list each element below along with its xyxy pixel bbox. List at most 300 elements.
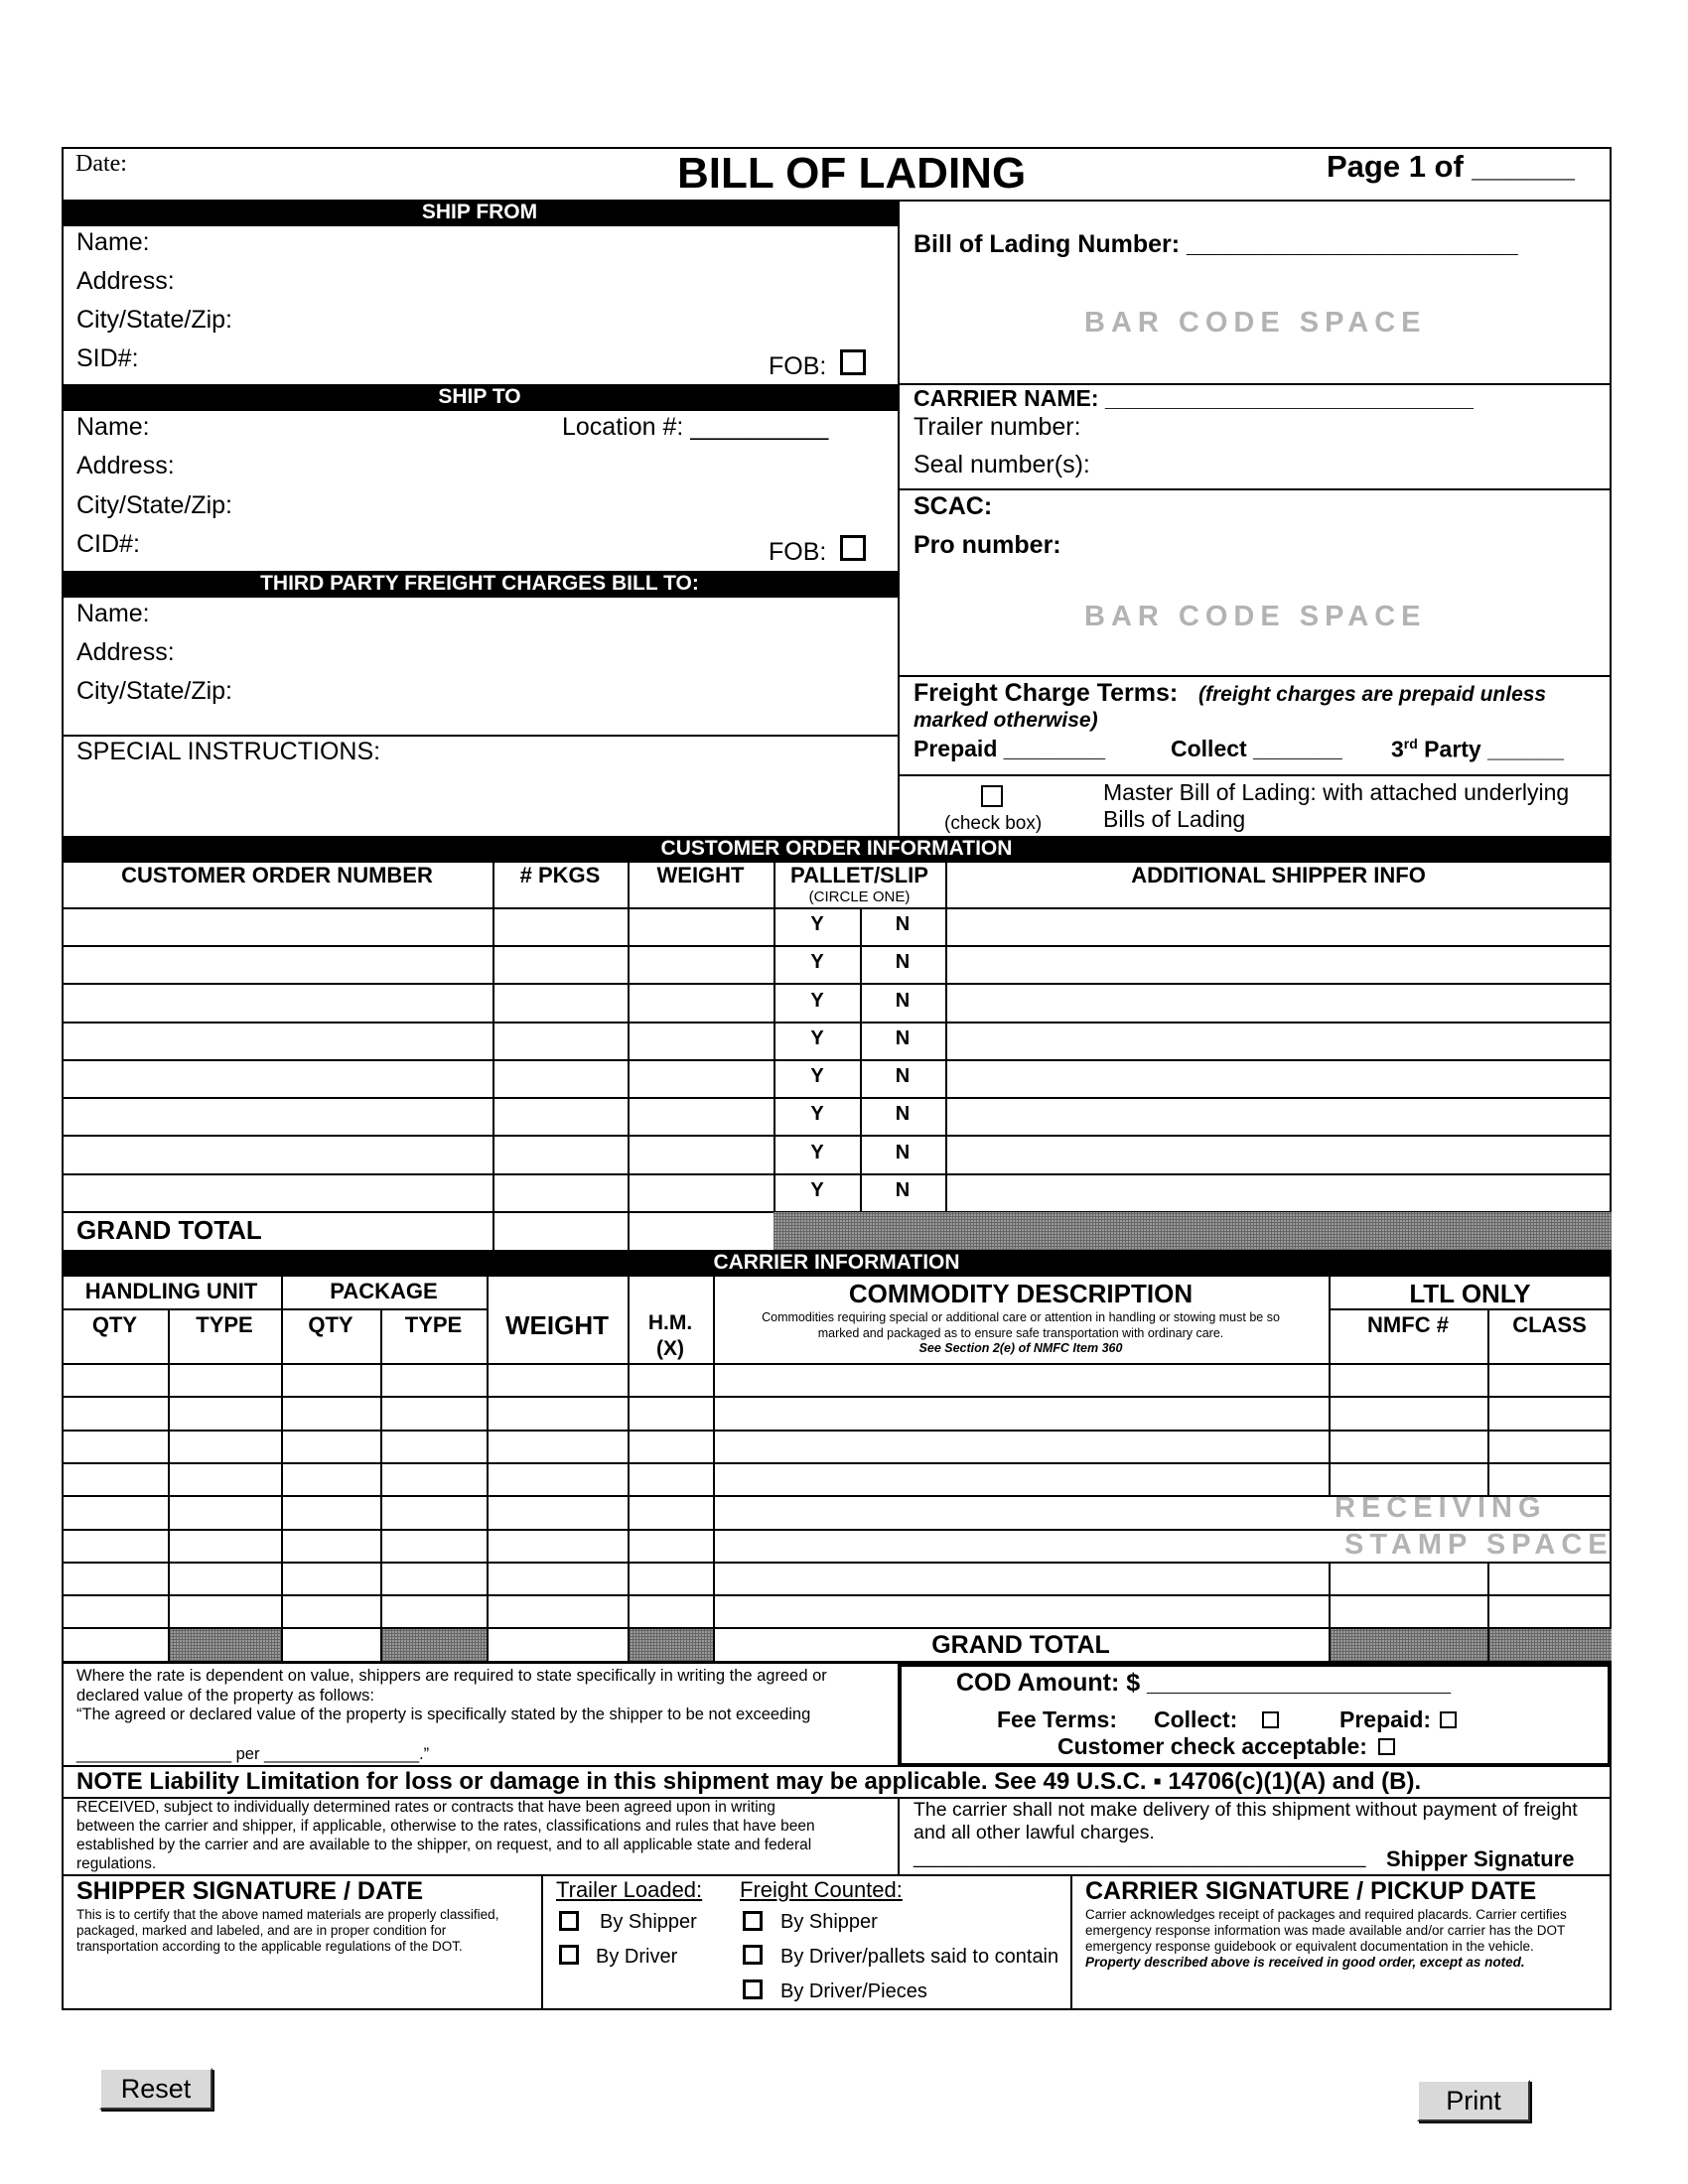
shipper-certification: transportation according to the applicable regulations of the DOT. [76, 1939, 463, 1954]
divider [628, 1495, 630, 1529]
divider [1487, 1396, 1489, 1430]
carrier-nmfc-field[interactable] [1331, 1432, 1486, 1461]
customer-check-label: Customer check acceptable: [1057, 1733, 1367, 1759]
received-text: regulations. [76, 1855, 157, 1872]
carrier-pkg-type-field[interactable] [382, 1564, 486, 1593]
carrier-nmfc-field[interactable] [1331, 1398, 1486, 1429]
divider [628, 1462, 630, 1495]
pallet-slip-yes[interactable]: Y [810, 1027, 824, 1049]
shaded-cell [1489, 1629, 1612, 1661]
divider [713, 1562, 715, 1594]
pallet-slip-yes[interactable]: Y [810, 1065, 824, 1087]
divider [380, 1396, 382, 1430]
carrier-pkg-type-field[interactable] [382, 1464, 486, 1494]
ship-to-address-field[interactable] [184, 452, 879, 485]
carrier-nmfc-field[interactable] [1331, 1464, 1486, 1494]
carrier-hu-qty-field[interactable] [64, 1497, 167, 1528]
weight-field[interactable] [630, 1100, 772, 1134]
carrier-pkg-type-field[interactable] [382, 1365, 486, 1395]
freight-terms-label: Freight Charge Terms: [914, 679, 1179, 707]
divider [1329, 1462, 1331, 1495]
pkgs-field[interactable] [494, 1024, 626, 1058]
ship-to-address-label: Address: [76, 452, 175, 479]
carrier-hm-field[interactable] [630, 1365, 712, 1395]
pkgs-field[interactable] [494, 948, 626, 982]
carrier-signature-field[interactable] [1077, 1974, 1604, 2006]
fee-terms-label: Fee Terms: [997, 1706, 1118, 1732]
carrier-hu-qty-field[interactable] [64, 1398, 167, 1429]
divider [487, 1462, 489, 1495]
carrier-weight-field[interactable] [489, 1629, 627, 1660]
carrier-commodity-description-field[interactable] [715, 1531, 1328, 1561]
shipper-signature-field[interactable] [70, 1961, 536, 2005]
carrier-pkg-qty-field[interactable] [283, 1596, 379, 1626]
customer-order-number-field[interactable] [64, 987, 491, 1021]
third-party-city-label: City/State/Zip: [76, 677, 232, 705]
pallet-slip-yes[interactable]: Y [810, 1142, 824, 1163]
carrier-pkg-type-field[interactable] [382, 1398, 486, 1429]
carrier-weight-field[interactable] [489, 1464, 627, 1494]
master-bol-text-cont: Bills of Lading [1103, 806, 1246, 832]
ship-to-location-label: Location #: __________ [562, 413, 829, 441]
ship-to-header: SHIP TO [62, 384, 898, 411]
ship-from-sid-field[interactable] [149, 344, 745, 378]
carrier-good-order-note: Property described above is received in good order, except as noted. [1085, 1955, 1525, 1970]
divider [713, 1529, 715, 1562]
pallet-slip-yes[interactable]: Y [810, 913, 824, 935]
weight-field[interactable] [630, 987, 772, 1021]
pallet-slip-no[interactable]: N [895, 1027, 911, 1049]
carrier-pkg-type-field[interactable] [382, 1497, 486, 1528]
carrier-class-field[interactable] [1489, 1398, 1611, 1429]
third-party-prefix: 3 [1391, 736, 1404, 762]
special-instructions-field[interactable] [70, 769, 889, 831]
col-pkg-qty: QTY [308, 1312, 353, 1337]
third-party-address-label: Address: [76, 638, 175, 666]
ship-from-address-label: Address: [76, 267, 175, 295]
divider [898, 675, 1611, 677]
carrier-hm-field[interactable] [630, 1432, 712, 1461]
carrier-delivery-text: The carrier shall not make delivery of this shipment without payment of freight [914, 1799, 1578, 1821]
divider [487, 1276, 489, 1363]
pallet-slip-no[interactable]: N [895, 1179, 911, 1201]
pkgs-field[interactable] [494, 1139, 626, 1172]
pallet-slip-no[interactable]: N [895, 990, 911, 1012]
seal-number-field[interactable] [1102, 451, 1589, 484]
divider [168, 1627, 170, 1661]
divider [1329, 1276, 1331, 1363]
divider [628, 1562, 630, 1594]
customer-order-number-field[interactable] [64, 1062, 491, 1096]
fee-collect-checkbox[interactable] [1262, 1711, 1279, 1728]
divider [62, 1059, 1612, 1061]
ship-from-fob-label: FOB: [769, 352, 827, 380]
shaded-cell [170, 1629, 281, 1661]
divider [898, 774, 1611, 776]
carrier-commodity-description-field[interactable] [715, 1464, 1328, 1494]
divider [628, 1396, 630, 1430]
ship-from-header: SHIP FROM [62, 200, 898, 226]
carrier-hu-type-field[interactable] [170, 1531, 280, 1561]
carrier-pkg-qty-field[interactable] [283, 1464, 379, 1494]
master-bol-checkbox[interactable] [981, 785, 1003, 807]
divider [1487, 1562, 1489, 1594]
pallet-slip-yes[interactable]: Y [810, 990, 824, 1012]
divider [168, 1396, 170, 1430]
freight-counted-pallets-label: By Driver/pallets said to contain [780, 1946, 1059, 1968]
shipper-certification: packaged, marked and labeled, and are in proper condition for [76, 1923, 447, 1938]
carrier-hu-type-field[interactable] [170, 1596, 280, 1626]
weight-field[interactable] [630, 1139, 772, 1172]
customer-order-number-field[interactable] [64, 1100, 491, 1134]
shaded-cell [774, 1212, 1612, 1250]
carrier-hu-qty-field[interactable] [64, 1365, 167, 1395]
center-divider [898, 200, 900, 836]
divider [628, 1529, 630, 1562]
carrier-nmfc-field[interactable] [1331, 1564, 1486, 1593]
received-text: RECEIVED, subject to individually determined rates or contracts that have been agreed upon in writing [76, 1799, 775, 1816]
pallet-slip-yes[interactable]: Y [810, 951, 824, 973]
carrier-pkg-qty-field[interactable] [283, 1564, 379, 1593]
freight-counted-shipper-label: By Shipper [780, 1911, 878, 1933]
barcode-space-1: BAR CODE SPACE [1084, 307, 1427, 339]
third-party-name-label: Name: [76, 600, 150, 627]
carrier-hu-qty-field[interactable] [64, 1596, 167, 1626]
freight-counted-pieces-label: By Driver/Pieces [780, 1980, 927, 2002]
divider [628, 1594, 630, 1627]
carrier-pkg-type-field[interactable] [382, 1531, 486, 1561]
fee-prepaid-label: Prepaid: [1339, 1706, 1432, 1732]
divider [168, 1363, 170, 1396]
divider [1487, 1462, 1489, 1495]
divider [1329, 1627, 1331, 1661]
scac-field[interactable] [1003, 492, 1589, 526]
carrier-hm-field[interactable] [630, 1497, 712, 1528]
divider [281, 1396, 283, 1430]
divider [628, 1276, 630, 1363]
divider [281, 1495, 283, 1529]
col-class: CLASS [1512, 1312, 1587, 1337]
carrier-weight-field[interactable] [489, 1398, 627, 1429]
divider [380, 1430, 382, 1462]
special-instructions-label: SPECIAL INSTRUCTIONS: [76, 738, 381, 765]
carrier-hu-qty-field[interactable] [64, 1564, 167, 1593]
divider [62, 1765, 1612, 1767]
cod-amount-field[interactable]: COD Amount: $ ______________________ [956, 1669, 1451, 1697]
carrier-grand-total-label: GRAND TOTAL [931, 1631, 1110, 1659]
freight-third-party-field[interactable] [1391, 736, 1564, 763]
third-party-address-field[interactable] [184, 638, 879, 672]
carrier-hu-qty-field[interactable] [64, 1629, 167, 1660]
ship-from-fob-checkbox[interactable] [840, 349, 866, 375]
ship-to-cid-label: CID#: [76, 530, 140, 558]
additional-shipper-info-field[interactable] [948, 1139, 1609, 1172]
divider [628, 1363, 630, 1396]
carrier-pkg-qty-field[interactable] [283, 1629, 379, 1660]
pallet-slip-no[interactable]: N [895, 913, 911, 935]
carrier-hu-qty-field[interactable] [64, 1531, 167, 1561]
col-pkgs: # PKGS [519, 863, 601, 887]
shipper-signature-title: SHIPPER SIGNATURE / DATE [76, 1877, 424, 1905]
weight-field[interactable] [630, 948, 772, 982]
shipper-signature-label: Shipper Signature [1386, 1846, 1575, 1871]
carrier-pkg-qty-field[interactable] [283, 1398, 379, 1429]
ship-from-name-label: Name: [76, 228, 150, 256]
carrier-hu-type-field[interactable] [170, 1432, 280, 1461]
divider [62, 945, 1612, 947]
divider [1487, 1430, 1489, 1462]
carrier-weight-field[interactable] [489, 1531, 627, 1561]
additional-shipper-info-field[interactable] [948, 1062, 1609, 1096]
freight-counted-pallets-checkbox[interactable] [743, 1945, 763, 1965]
additional-shipper-info-field[interactable] [948, 1024, 1609, 1058]
col-hm: H.M. [647, 1311, 693, 1334]
divider [281, 1562, 283, 1594]
pallet-slip-no[interactable]: N [895, 1065, 911, 1087]
divider [774, 862, 775, 1212]
trailer-loaded-shipper-checkbox[interactable] [559, 1911, 579, 1931]
additional-shipper-info-field[interactable] [948, 1100, 1609, 1134]
divider [898, 200, 1611, 202]
divider [380, 1495, 382, 1529]
divider [62, 1135, 1612, 1137]
carrier-hu-qty-field[interactable] [64, 1432, 167, 1461]
ship-from-address-field[interactable] [184, 267, 879, 301]
carrier-pkg-qty-field[interactable] [283, 1531, 379, 1561]
freight-prepaid-field[interactable]: Prepaid ________ [914, 736, 1106, 761]
carrier-class-field[interactable] [1489, 1464, 1611, 1494]
divider [62, 1097, 1612, 1099]
trailer-loaded-shipper-label: By Shipper [600, 1911, 697, 1933]
carrier-weight-field[interactable] [489, 1432, 627, 1461]
divider [168, 1462, 170, 1495]
reset-button[interactable]: Reset [99, 2068, 212, 2110]
carrier-weight-field[interactable] [489, 1596, 627, 1626]
third-party-header: THIRD PARTY FREIGHT CHARGES BILL TO: [62, 571, 898, 598]
carrier-weight-field[interactable] [489, 1365, 627, 1395]
carrier-hm-field[interactable] [630, 1464, 712, 1494]
pro-number-label: Pro number: [914, 531, 1061, 559]
date-label: Date: [75, 151, 127, 177]
customer-order-number-field[interactable] [64, 1139, 491, 1172]
divider [62, 907, 1612, 909]
pallet-slip-no[interactable]: N [895, 1142, 911, 1163]
divider [487, 1363, 489, 1396]
customer-order-header: CUSTOMER ORDER INFORMATION [62, 836, 1612, 863]
declared-value-field[interactable]: _________________ per _________________.” [76, 1745, 430, 1763]
carrier-class-field[interactable] [1489, 1365, 1611, 1395]
weight-field[interactable] [630, 1024, 772, 1058]
pkgs-field[interactable] [494, 1062, 626, 1096]
customer-order-grand-total-label: GRAND TOTAL [76, 1215, 262, 1245]
col-pkg-type: TYPE [404, 1312, 463, 1337]
carrier-hm-field[interactable] [630, 1596, 712, 1626]
carrier-hm-field[interactable] [630, 1398, 712, 1429]
carrier-hu-type-field[interactable] [170, 1564, 280, 1593]
declared-value-text: declared value of the property as follows: [76, 1687, 374, 1705]
carrier-pkg-qty-field[interactable] [283, 1497, 379, 1528]
print-button[interactable]: Print [1417, 2080, 1530, 2121]
divider [713, 1462, 715, 1495]
commodity-note-cont: marked and packaged as to ensure safe transportation with ordinary care. [817, 1326, 1224, 1340]
carrier-commodity-description-field[interactable] [715, 1398, 1328, 1429]
pkgs-field[interactable] [494, 1100, 626, 1134]
divider [281, 1529, 283, 1562]
ship-from-city-label: City/State/Zip: [76, 306, 232, 334]
third-party-sup: rd [1403, 736, 1418, 751]
freight-counted-pieces-checkbox[interactable] [743, 1979, 763, 1999]
grand-total-weight-field[interactable] [630, 1214, 773, 1249]
weight-field[interactable] [630, 910, 772, 944]
divider [168, 1594, 170, 1627]
ship-from-city-field[interactable] [248, 306, 874, 340]
divider [281, 1462, 283, 1495]
divider [168, 1308, 170, 1363]
declared-value-text: Where the rate is dependent on value, shippers are required to state specifically in writing the agreed or [76, 1667, 827, 1685]
carrier-hu-type-field[interactable] [170, 1365, 280, 1395]
divider [487, 1562, 489, 1594]
date-field[interactable] [149, 149, 626, 197]
divider [62, 735, 898, 737]
pkgs-field[interactable] [494, 1176, 626, 1210]
divider [713, 1430, 715, 1462]
third-party-suffix: Party ______ [1417, 736, 1564, 762]
carrier-hm-field[interactable] [630, 1564, 712, 1593]
commodity-nmfc-reference: See Section 2(e) of NMFC Item 360 [918, 1341, 1123, 1355]
carrier-pkg-type-field[interactable] [382, 1432, 486, 1461]
freight-terms-note: (freight charges are prepaid unless [1198, 683, 1547, 706]
carrier-hm-field[interactable] [630, 1531, 712, 1561]
divider [380, 1308, 382, 1363]
weight-field[interactable] [630, 1176, 772, 1210]
divider [898, 488, 1611, 490]
scac-label: SCAC: [914, 492, 993, 520]
carrier-weight-field[interactable] [489, 1564, 627, 1593]
divider [168, 1430, 170, 1462]
col-commodity-description: COMMODITY DESCRIPTION [848, 1279, 1194, 1308]
divider [487, 1495, 489, 1529]
customer-order-number-field[interactable] [64, 910, 491, 944]
pallet-slip-no[interactable]: N [895, 1103, 911, 1125]
divider [713, 1396, 715, 1430]
divider [1329, 1396, 1331, 1430]
col-nmfc: NMFC # [1367, 1312, 1449, 1337]
divider [281, 1594, 283, 1627]
divider [168, 1495, 170, 1529]
pallet-slip-no[interactable]: N [895, 951, 911, 973]
customer-order-number-field[interactable] [64, 1176, 491, 1210]
divider [628, 1627, 630, 1661]
divider [1329, 1308, 1612, 1310]
carrier-hu-type-field[interactable] [170, 1497, 280, 1528]
divider [1487, 1594, 1489, 1627]
divider [487, 1627, 489, 1661]
check-box-label: (check box) [944, 813, 1043, 834]
third-party-city-field[interactable] [248, 677, 874, 711]
ship-to-fob-label: FOB: [769, 538, 827, 566]
col-handling-unit: HANDLING UNIT [84, 1279, 258, 1303]
trailer-loaded-driver-checkbox[interactable] [559, 1945, 579, 1965]
divider [380, 1562, 382, 1594]
pro-number-field[interactable] [1072, 531, 1589, 565]
trailer-number-field[interactable] [1092, 413, 1589, 447]
divider [62, 983, 1612, 985]
ship-to-name-field[interactable] [159, 413, 556, 447]
ship-to-fob-checkbox[interactable] [840, 535, 866, 561]
divider [1487, 1363, 1489, 1396]
page-count: Page 1 of ______ [1327, 149, 1575, 184]
pkgs-field[interactable] [494, 910, 626, 944]
grand-total-pkgs-field[interactable] [494, 1214, 627, 1249]
col-ltl-only: LTL ONLY [1409, 1279, 1531, 1308]
shipper-signature-line[interactable]: __________________________________________ [914, 1846, 1366, 1868]
col-customer-order-number: CUSTOMER ORDER NUMBER [121, 863, 433, 887]
carrier-hu-qty-field[interactable] [64, 1464, 167, 1494]
third-party-name-field[interactable] [159, 600, 874, 633]
received-text: between the carrier and shipper, if applicable, otherwise to the rates, classifications and rules that have been [76, 1818, 815, 1835]
divider [380, 1594, 382, 1627]
receiving-stamp-label-cont: STAMP SPACE [1344, 1529, 1614, 1561]
pallet-slip-yes[interactable]: Y [810, 1103, 824, 1125]
carrier-pkg-type-field[interactable] [382, 1596, 486, 1626]
liability-note: NOTE Liability Limitation for loss or damage in this shipment may be applicable. See 49 U.S.C. ▪ 14706(c)(1)(A) and (B). [76, 1768, 1422, 1795]
additional-shipper-info-field[interactable] [948, 910, 1609, 944]
weight-field[interactable] [630, 1062, 772, 1096]
customer-order-number-field[interactable] [64, 1024, 491, 1058]
bol-number-label: Bill of Lading Number: ________________________ [914, 230, 1518, 258]
freight-collect-field[interactable]: Collect _______ [1171, 736, 1342, 761]
carrier-nmfc-field[interactable] [1331, 1365, 1486, 1395]
customer-order-number-field[interactable] [64, 948, 491, 982]
seal-number-label: Seal number(s): [914, 451, 1090, 478]
carrier-weight-field[interactable] [489, 1497, 627, 1528]
trailer-loaded-title: Trailer Loaded: [556, 1877, 703, 1902]
freight-counted-shipper-checkbox[interactable] [743, 1911, 763, 1931]
carrier-hu-type-field[interactable] [170, 1398, 280, 1429]
divider [62, 1022, 1612, 1024]
carrier-commodity-description-field[interactable] [715, 1365, 1328, 1395]
carrier-commodity-description-field[interactable] [715, 1432, 1328, 1461]
carrier-class-field[interactable] [1489, 1432, 1611, 1461]
ship-from-name-field[interactable] [159, 228, 874, 262]
carrier-commodity-description-field[interactable] [715, 1596, 1328, 1626]
divider [487, 1396, 489, 1430]
carrier-pkg-qty-field[interactable] [283, 1432, 379, 1461]
carrier-nmfc-field[interactable] [1331, 1596, 1486, 1626]
additional-shipper-info-field[interactable] [948, 1176, 1609, 1210]
divider [487, 1529, 489, 1562]
carrier-hu-type-field[interactable] [170, 1464, 280, 1494]
carrier-pkg-qty-field[interactable] [283, 1365, 379, 1395]
additional-shipper-info-field[interactable] [948, 987, 1609, 1021]
received-text: established by the carrier and are available to the shipper, on request, and to all applicable state and federal [76, 1837, 812, 1853]
carrier-name-label: CARRIER NAME: _____________________________ [914, 385, 1474, 411]
carrier-commodity-description-field[interactable] [715, 1564, 1328, 1593]
ship-to-cid-field[interactable] [149, 530, 745, 564]
additional-shipper-info-field[interactable] [948, 948, 1609, 982]
pallet-slip-yes[interactable]: Y [810, 1179, 824, 1201]
fee-prepaid-checkbox[interactable] [1440, 1711, 1457, 1728]
pkgs-field[interactable] [494, 987, 626, 1021]
ship-to-city-field[interactable] [248, 491, 874, 525]
carrier-commodity-description-field[interactable] [715, 1497, 1328, 1528]
customer-check-checkbox[interactable] [1378, 1738, 1395, 1755]
ship-to-name-label: Name: [76, 413, 150, 441]
divider [713, 1594, 715, 1627]
divider [168, 1529, 170, 1562]
carrier-class-field[interactable] [1489, 1564, 1611, 1593]
carrier-class-field[interactable] [1489, 1596, 1611, 1626]
